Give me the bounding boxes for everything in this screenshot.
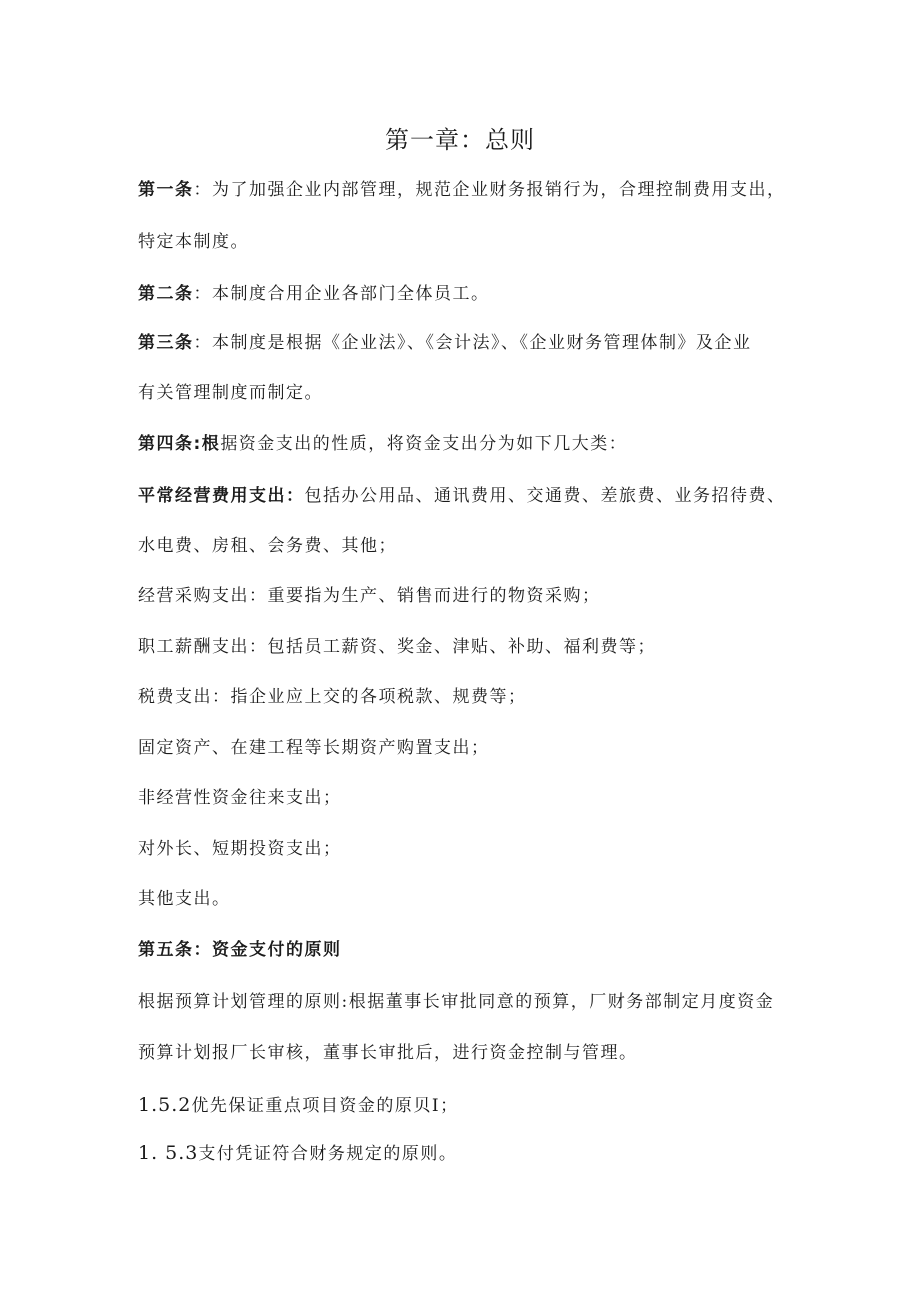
category-7: 对外长、短期投资支出；: [138, 839, 342, 859]
article-1-line-1: [138, 177, 798, 203]
article-5-label: 第五条：资金支付的原则: [138, 940, 342, 960]
article-4-label: 第四条:根: [138, 434, 221, 454]
article-2-label: 第二条: [138, 284, 194, 304]
article-3-separator: ：: [193, 333, 212, 353]
article-1-text: 为了加强企业内部管理，规范企业财务报销行为，合理控制费用支出，: [212, 180, 786, 200]
article-1-line-2: 特定本制度。: [138, 232, 249, 252]
category-1-line-1: [138, 483, 798, 509]
category-1-text: 包括办公用品、通讯费用、交通费、差旅费、业务招待费、: [304, 486, 786, 506]
article-3-line-1: [138, 330, 798, 356]
article-4: [138, 431, 798, 457]
principle-2: [138, 1092, 798, 1119]
principle-3: [138, 1140, 798, 1167]
principle-1-line-2: 预算计划报厂长审核，董事长审批后，进行资金控制与管理。: [138, 1043, 638, 1063]
article-1-label: 第一条: [138, 180, 194, 200]
article-3-line-2: 有关管理制度而制定。: [138, 383, 323, 403]
category-4: 税费支出：指企业应上交的各项税款、规费等；: [138, 687, 527, 707]
category-5: 固定资产、在建工程等长期资产购置支出；: [138, 738, 490, 758]
chapter-title: 第一章：总则: [385, 126, 535, 154]
category-1-label: 平常经营费用支出：: [138, 486, 305, 506]
article-2: [138, 281, 798, 307]
principle-2-text: 优先保证重点项目资金的原贝I；: [191, 1096, 459, 1116]
category-6: 非经营性资金往来支出；: [138, 788, 342, 808]
category-1-line-2: 水电费、房租、会务费、其他；: [138, 536, 397, 556]
principle-1-line-1: 根据预算计划管理的原则:根据董事长审批同意的预算，厂财务部制定月度资金: [138, 992, 775, 1012]
principle-2-number: 1.5.2: [138, 1094, 192, 1116]
article-4-text: 据资金支出的性质，将资金支出分为如下几大类：: [220, 434, 628, 454]
article-3-label: 第三条: [138, 333, 194, 353]
principle-3-text: 支付凭证符合财务规定的原则。: [198, 1144, 458, 1164]
category-8: 其他支出。: [138, 889, 231, 909]
category-3: 职工薪酬支出：包括员工薪资、奖金、津贴、补助、福利费等；: [138, 637, 656, 657]
article-5-heading: [138, 937, 798, 963]
category-2: 经营采购支出：重要指为生产、销售而进行的物资采购；: [138, 586, 601, 606]
article-1-separator: ：: [193, 180, 212, 200]
article-3-text: 本制度是根据《企业法》、《会计法》、《企业财务管理体制》及企业: [212, 333, 752, 353]
article-2-text: 本制度合用企业各部门全体员工。: [212, 284, 490, 304]
article-2-separator: ：: [193, 284, 212, 304]
principle-3-number: 1. 5.3: [138, 1142, 199, 1164]
